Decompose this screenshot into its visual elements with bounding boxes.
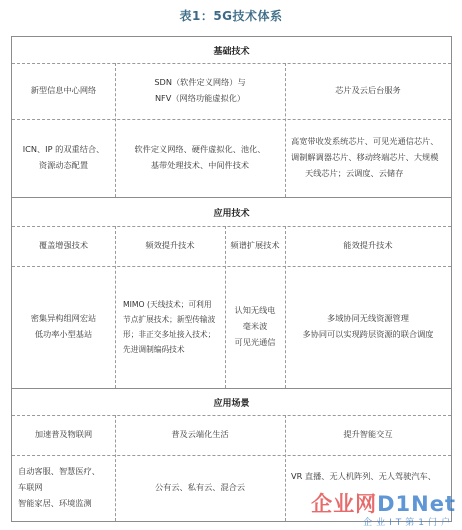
application-r2-c3-line2: 毫米波 <box>242 321 268 331</box>
watermark-sub: 企业IT第1门户 <box>363 518 454 528</box>
application-r2-c2-line2: 节点扩展技术；新型传输波 <box>123 314 216 324</box>
application-r2-c1-line2: 低功率小型基站 <box>34 329 93 339</box>
foundation-r2-c1 <box>12 119 115 197</box>
scenario-r2-c2: 公有云、私有云、混合云 <box>154 482 246 492</box>
foundation-r2-c3-line3: 天线芯片；云调度、云储存 <box>305 167 404 178</box>
scenario-r2-c1 <box>12 455 115 521</box>
application-r2-c2-line3: 形；非正交多址接入技术； <box>123 330 216 339</box>
scenario-row-2 <box>12 455 451 521</box>
foundation-r2-c3-line1: 高宽带收发系统芯片、可见光通信芯片、 <box>291 136 439 147</box>
foundation-r1-c2 <box>115 63 285 119</box>
section-heading-application: 应用技术 <box>12 198 451 227</box>
foundation-row-1 <box>12 63 451 119</box>
application-r2-c3 <box>225 266 285 388</box>
application-r1-c2: 频效提升技术 <box>145 240 195 250</box>
application-r2-c4 <box>285 266 451 388</box>
divider <box>225 226 226 388</box>
scenario-row-1 <box>12 415 451 455</box>
divider <box>285 415 286 521</box>
foundation-r1-c2-line1: SDN（软件定义网络）与 <box>154 77 246 88</box>
foundation-r1-c1: 新型信息中心网络 <box>30 85 97 95</box>
divider <box>285 226 286 388</box>
foundation-r2-c1-line1: ICN、IP 的双重结合、 <box>22 144 105 155</box>
tech-system-table <box>11 36 452 522</box>
application-r2-c3-line3: 可见光通信 <box>234 336 276 347</box>
scenario-r1-c1: 加速普及物联网 <box>34 429 93 439</box>
scenario-r1-c3: 提升智能交互 <box>343 429 393 439</box>
application-r2-c1-line1: 密集异构组网宏站 <box>30 313 97 324</box>
scenario-r2-c1-line1: 自动客服、智慧医疗、 <box>18 466 100 477</box>
application-row-2 <box>12 266 451 388</box>
foundation-r1-c3: 芯片及云后台服务 <box>335 85 401 95</box>
application-r1-c4: 能效提升技术 <box>343 240 393 250</box>
watermark-main-a: 企业网 <box>311 492 378 516</box>
foundation-row-2 <box>12 119 451 197</box>
foundation-r2-c3 <box>285 119 451 197</box>
application-r2-c2-line1: MIMO (天线技术；可利用 <box>123 299 212 309</box>
table-title: 表1：5G技术体系 <box>179 9 283 23</box>
scenario-r2-c3: VR 直播、无人机阵列、无人驾驶汽车、 <box>291 471 436 481</box>
divider <box>115 63 116 197</box>
application-r2-c4-line1: 多域协同无线资源管理 <box>327 313 409 324</box>
foundation-r1-c2-line2: NFV（网络功能虚拟化） <box>154 93 246 103</box>
section-heading-foundation: 基础技术 <box>12 37 451 64</box>
foundation-r2-c3-line2: 调制解调器芯片、移动终端芯片、大规模 <box>291 152 439 162</box>
application-r2-c2-line4: 先进调制编码技术 <box>123 345 185 355</box>
scenario-r2-c1-line2: 车联网 <box>18 482 43 492</box>
application-r1-c1: 覆盖增强技术 <box>38 240 89 250</box>
application-r2-c2 <box>115 266 225 388</box>
section-heading-scenario: 应用场景 <box>12 389 451 416</box>
watermark-main-b: D1Net <box>377 492 456 516</box>
scenario-r2-c1-line3: 智能家居、环境监测 <box>18 497 92 508</box>
foundation-r2-c2-line2: 基带处理技术、中间件技术 <box>150 160 250 170</box>
application-r2-c1 <box>12 266 115 388</box>
application-r2-c4-line2: 多协同可以实现跨层资源的联合调度 <box>302 329 434 339</box>
divider <box>285 63 286 197</box>
scenario-r1-c2: 普及云端化生活 <box>171 429 229 439</box>
divider <box>115 415 116 521</box>
application-r2-c3-line1: 认知无线电 <box>234 305 276 316</box>
foundation-r2-c2 <box>115 119 285 197</box>
foundation-r2-c2-line1: 软件定义网络、硬件虚拟化、池化、 <box>134 144 266 155</box>
application-r1-c3: 频谱扩展技术 <box>230 240 280 250</box>
divider <box>115 226 116 388</box>
application-row-1 <box>12 226 451 266</box>
foundation-r2-c1-line2: 资源动态配置 <box>38 160 89 170</box>
